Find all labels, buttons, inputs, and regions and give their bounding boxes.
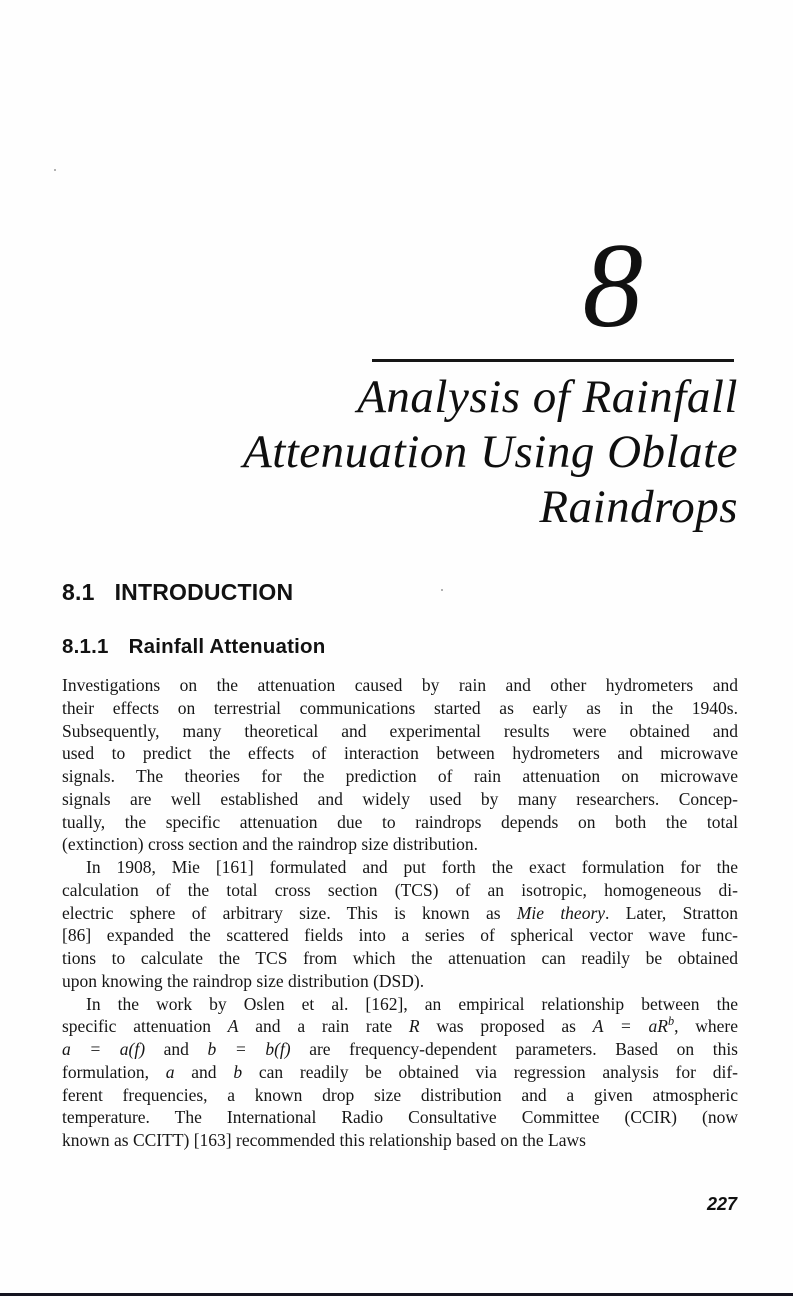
paragraph: [62, 674, 738, 856]
text-line: specific attenuation A and a rain rate R was proposed as $A = aR^b$, where: [62, 1014, 738, 1037]
text-line: [86] expanded the scattered fields into a series of spherical vector wave func-: [62, 925, 738, 946]
text-line: known as CCITT) [163] recommended this relationship based on the Laws: [62, 1130, 586, 1150]
text-line: calculation of the total cross section (TCS) of an isotropic, homogeneous di-: [62, 879, 738, 900]
subsection-heading: [62, 635, 325, 659]
text-line: their effects on terrestrial communications started as early as in the 1940s.: [62, 697, 738, 718]
scan-speck: [54, 169, 56, 171]
scan-speck: [441, 589, 443, 591]
body-paragraphs: [62, 674, 738, 1152]
chapter-title: [40, 370, 738, 535]
chapter-title-line: Analysis of Rainfall: [357, 371, 738, 423]
text-line: tually, the specific attenuation due to raindrops depends on both the total: [62, 811, 738, 832]
chapter-rule: [372, 359, 734, 362]
subsection-number: 8.1.1: [62, 635, 109, 658]
section-number: 8.1: [62, 579, 95, 605]
text-line: used to predict the effects of interaction between hydrometers and microwave: [62, 743, 738, 764]
bottom-rule: [0, 1293, 793, 1296]
paragraph: [62, 856, 738, 993]
text-line: upon knowing the raindrop size distribution (DSD).: [62, 970, 425, 991]
text-line: In the work by Oslen et al. [162], an empirical relationship between the: [86, 993, 738, 1014]
text-line: tions to calculate the TCS from which the attenuation can readily be obtained: [62, 948, 738, 968]
paragraph: [62, 993, 738, 1152]
section-heading: [62, 579, 293, 606]
text-line: formulation, a and b can readily be obtained via regression analysis for dif-: [62, 1061, 738, 1082]
text-line: signals. The theories for the prediction of rain attenuation on microwave: [62, 766, 738, 786]
text-line: Subsequently, many theoretical and experimental results were obtained and: [62, 720, 738, 741]
text-line: ferent frequencies, a known drop size distribution and a given atmospheric: [62, 1084, 738, 1105]
chapter-number: 8: [582, 219, 643, 353]
page-number: 227: [706, 1194, 737, 1214]
section-title: INTRODUCTION: [114, 579, 294, 605]
text-line: (extinction) cross section and the raindrop size distribution.: [62, 834, 479, 855]
text-line: In 1908, Mie [161] formulated and put forth the exact formulation for the: [86, 857, 738, 877]
text-line: Investigations on the attenuation caused by rain and other hydrometers and: [62, 675, 738, 695]
text-line: electric sphere of arbitrary size. This is known as Mie theory. Later, Stratton: [62, 902, 738, 923]
chapter-title-line: Raindrops: [539, 481, 738, 533]
chapter-title-line: Attenuation Using Oblate: [242, 426, 738, 478]
text-line: signals are well established and widely used by many researchers. Concep-: [62, 788, 738, 809]
subsection-title: Rainfall Attenuation: [128, 635, 326, 658]
text-line: a = a(f) and b = b(f) are frequency-dependent parameters. Based on this: [62, 1039, 738, 1059]
text-line: temperature. The International Radio Consultative Committee (CCIR) (now: [62, 1107, 738, 1128]
